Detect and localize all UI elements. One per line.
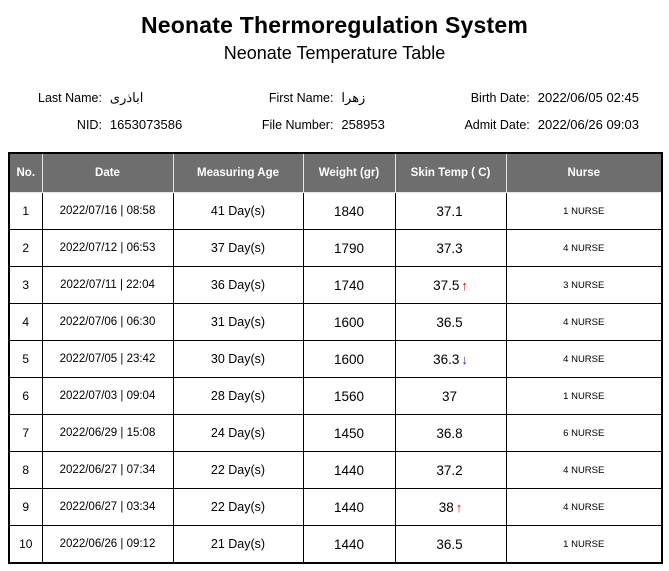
- date-cell: 2022/07/16 | 08:58: [42, 193, 173, 230]
- row-number-cell: 9: [9, 489, 42, 526]
- table-row: [9, 193, 662, 230]
- file-number-value: 258953: [341, 117, 385, 132]
- header-no: No.: [9, 153, 42, 193]
- skin-temp-value: 37.2: [436, 462, 463, 478]
- row-number-cell: 3: [9, 267, 42, 304]
- skin-temp-value: 36.8: [436, 425, 463, 441]
- temp-trend-arrow-icon: ↑: [461, 277, 468, 293]
- table-row: [9, 489, 662, 526]
- measuring-age-cell: 22 Day(s): [173, 452, 303, 489]
- table-row: [9, 304, 662, 341]
- weight-cell: 1790: [303, 230, 395, 267]
- temperature-table: [8, 152, 663, 564]
- page-title: Neonate Thermoregulation System: [140, 12, 529, 38]
- first-name-value: زهرا: [341, 90, 366, 105]
- measuring-age-cell: 30 Day(s): [173, 341, 303, 378]
- skin-temp-cell: [395, 452, 506, 489]
- table-row: [9, 341, 662, 378]
- measuring-age-cell: 41 Day(s): [173, 193, 303, 230]
- date-cell: 2022/07/05 | 23:42: [42, 341, 173, 378]
- nurse-cell: 6 NURSE: [506, 415, 662, 452]
- skin-temp-value: 37: [441, 388, 458, 404]
- last-name-label: Last Name:: [38, 91, 102, 105]
- measuring-age-cell: 31 Day(s): [173, 304, 303, 341]
- measuring-age-cell: 24 Day(s): [173, 415, 303, 452]
- measuring-age-cell: 37 Day(s): [173, 230, 303, 267]
- row-number-cell: 10: [9, 526, 42, 564]
- skin-temp-cell: [395, 341, 506, 378]
- header-skin-temp: Skin Temp ( C): [395, 153, 506, 193]
- weight-cell: 1840: [303, 193, 395, 230]
- table-row: [9, 267, 662, 304]
- date-cell: 2022/06/27 | 07:34: [42, 452, 173, 489]
- nid-value: 1653073586: [109, 117, 183, 132]
- measuring-age-cell: 36 Day(s): [173, 267, 303, 304]
- nurse-cell: 1 NURSE: [506, 378, 662, 415]
- skin-temp-cell: [395, 304, 506, 341]
- date-cell: 2022/06/29 | 15:08: [42, 415, 173, 452]
- skin-temp-value: 36.3: [433, 351, 460, 367]
- skin-temp-cell: [395, 415, 506, 452]
- patient-info-col-3: [464, 90, 639, 132]
- row-number-cell: 2: [9, 230, 42, 267]
- page-subtitle: Neonate Temperature Table: [223, 43, 446, 63]
- nurse-cell: 4 NURSE: [506, 452, 662, 489]
- skin-temp-cell: [395, 378, 506, 415]
- weight-cell: 1740: [303, 267, 395, 304]
- skin-temp-value: 37.5: [433, 277, 460, 293]
- row-number-cell: 8: [9, 452, 42, 489]
- skin-temp-value: 36.5: [436, 536, 463, 552]
- date-cell: 2022/06/26 | 09:12: [42, 526, 173, 564]
- header-weight: Weight (gr): [303, 153, 395, 193]
- table-row: [9, 415, 662, 452]
- date-cell: 2022/07/06 | 06:30: [42, 304, 173, 341]
- first-name-label: First Name:: [268, 91, 334, 105]
- row-number-cell: 1: [9, 193, 42, 230]
- skin-temp-value: 36.5: [436, 314, 463, 330]
- table-row: [9, 378, 662, 415]
- table-row: [9, 526, 662, 564]
- skin-temp-cell: [395, 230, 506, 267]
- birth-date-label: Birth Date:: [470, 91, 530, 105]
- row-number-cell: 4: [9, 304, 42, 341]
- skin-temp-cell: [395, 489, 506, 526]
- skin-temp-value: 38: [438, 499, 454, 515]
- last-name-value: اباذری: [109, 90, 144, 105]
- measuring-age-cell: 21 Day(s): [173, 526, 303, 564]
- weight-cell: 1440: [303, 526, 395, 564]
- header-measuring-age: Measuring Age: [173, 153, 303, 193]
- nurse-cell: 4 NURSE: [506, 489, 662, 526]
- date-cell: 2022/07/12 | 06:53: [42, 230, 173, 267]
- table-row: [9, 230, 662, 267]
- header-nurse: Nurse: [506, 153, 662, 193]
- nurse-cell: 1 NURSE: [506, 193, 662, 230]
- weight-cell: 1600: [303, 304, 395, 341]
- temperature-table-body: [9, 193, 662, 564]
- nurse-cell: 4 NURSE: [506, 230, 662, 267]
- date-cell: 2022/06/27 | 03:34: [42, 489, 173, 526]
- temp-trend-arrow-icon: ↑: [455, 499, 463, 515]
- skin-temp-cell: [395, 267, 506, 304]
- patient-info-col-2: [262, 90, 385, 132]
- file-number-label: File Number:: [261, 118, 334, 132]
- patient-info-col-1: [38, 90, 182, 132]
- weight-cell: 1600: [303, 341, 395, 378]
- nurse-cell: 3 NURSE: [506, 267, 662, 304]
- birth-date-value: 2022/06/05 02:45: [537, 90, 639, 105]
- patient-info: [0, 90, 669, 132]
- skin-temp-cell: [395, 526, 506, 564]
- weight-cell: 1440: [303, 489, 395, 526]
- row-number-cell: 5: [9, 341, 42, 378]
- date-cell: 2022/07/11 | 22:04: [42, 267, 173, 304]
- nurse-cell: 4 NURSE: [506, 341, 662, 378]
- skin-temp-cell: [395, 193, 506, 230]
- admit-date-value: 2022/06/26 09:03: [537, 116, 639, 132]
- header-date: Date: [42, 153, 173, 193]
- table-row: [9, 452, 662, 489]
- row-number-cell: 7: [9, 415, 42, 452]
- nurse-cell: 4 NURSE: [506, 304, 662, 341]
- weight-cell: 1560: [303, 378, 395, 415]
- temperature-table-header: [9, 153, 662, 193]
- row-number-cell: 6: [9, 378, 42, 415]
- weight-cell: 1440: [303, 452, 395, 489]
- skin-temp-value: 37.3: [436, 240, 463, 256]
- nid-label: NID:: [76, 118, 102, 132]
- weight-cell: 1450: [303, 415, 395, 452]
- skin-temp-value: 37.1: [436, 203, 463, 219]
- measuring-age-cell: 22 Day(s): [173, 489, 303, 526]
- nurse-cell: 1 NURSE: [506, 526, 662, 564]
- date-cell: 2022/07/03 | 09:04: [42, 378, 173, 415]
- temp-trend-arrow-icon: ↓: [461, 351, 468, 367]
- admit-date-label: Admit Date:: [464, 117, 530, 132]
- measuring-age-cell: 28 Day(s): [173, 378, 303, 415]
